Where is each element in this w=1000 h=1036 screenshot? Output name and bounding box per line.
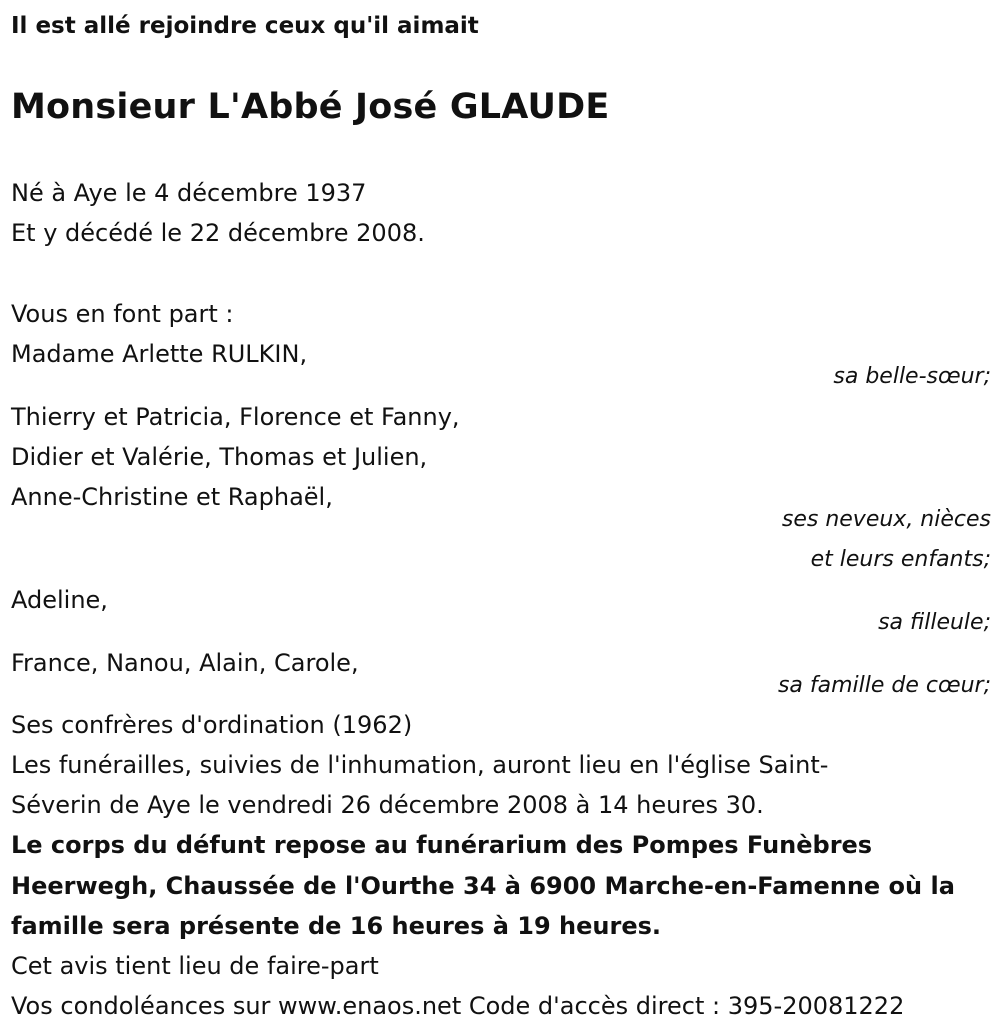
- sister-in-law-relation: sa belle-sœur;: [833, 364, 991, 389]
- confreres-line: Ses confrères d'ordination (1962): [11, 711, 413, 739]
- nephews-relation-2: et leurs enfants;: [810, 547, 991, 572]
- sister-in-law-names: Madame Arlette RULKIN,: [11, 340, 308, 368]
- funeral-line-2: Séverin de Aye le vendredi 26 décembre 2008 à 14 heures 30.: [11, 791, 764, 819]
- repose-line-3: famille sera présente de 16 heures à 19 heures.: [11, 912, 661, 940]
- goddaughter-names: Adeline,: [11, 586, 108, 614]
- funeral-line-1: Les funérailles, suivies de l'inhumation, auront lieu en l'église Saint-: [11, 751, 829, 779]
- announce-intro: Vous en font part :: [11, 300, 234, 328]
- repose-line-1: Le corps du défunt repose au funérarium des Pompes Funèbres: [11, 831, 873, 859]
- nephews-line-3: Anne-Christine et Raphaël,: [11, 483, 333, 511]
- heart-family-relation: sa famille de cœur;: [777, 673, 991, 698]
- birth-line: Né à Aye le 4 décembre 1937: [11, 179, 367, 207]
- repose-line-2: Heerwegh, Chaussée de l'Ourthe 34 à 6900 Marche-en-Famenne où la: [11, 872, 955, 900]
- notice-line: Cet avis tient lieu de faire-part: [11, 952, 379, 980]
- goddaughter-relation: sa filleule;: [878, 610, 991, 635]
- nephews-line-1: Thierry et Patricia, Florence et Fanny,: [11, 403, 460, 431]
- heart-family-names: France, Nanou, Alain, Carole,: [11, 649, 359, 677]
- death-line: Et y décédé le 22 décembre 2008.: [11, 219, 425, 247]
- condolences-line: Vos condoléances sur www.enaos.net Code d'accès direct : 395-20081222: [11, 992, 905, 1020]
- tagline: Il est allé rejoindre ceux qu'il aimait: [11, 13, 479, 39]
- nephews-line-2: Didier et Valérie, Thomas et Julien,: [11, 443, 428, 471]
- deceased-name: Monsieur L'Abbé José GLAUDE: [11, 87, 610, 127]
- nephews-relation-1: ses neveux, nièces: [781, 507, 991, 532]
